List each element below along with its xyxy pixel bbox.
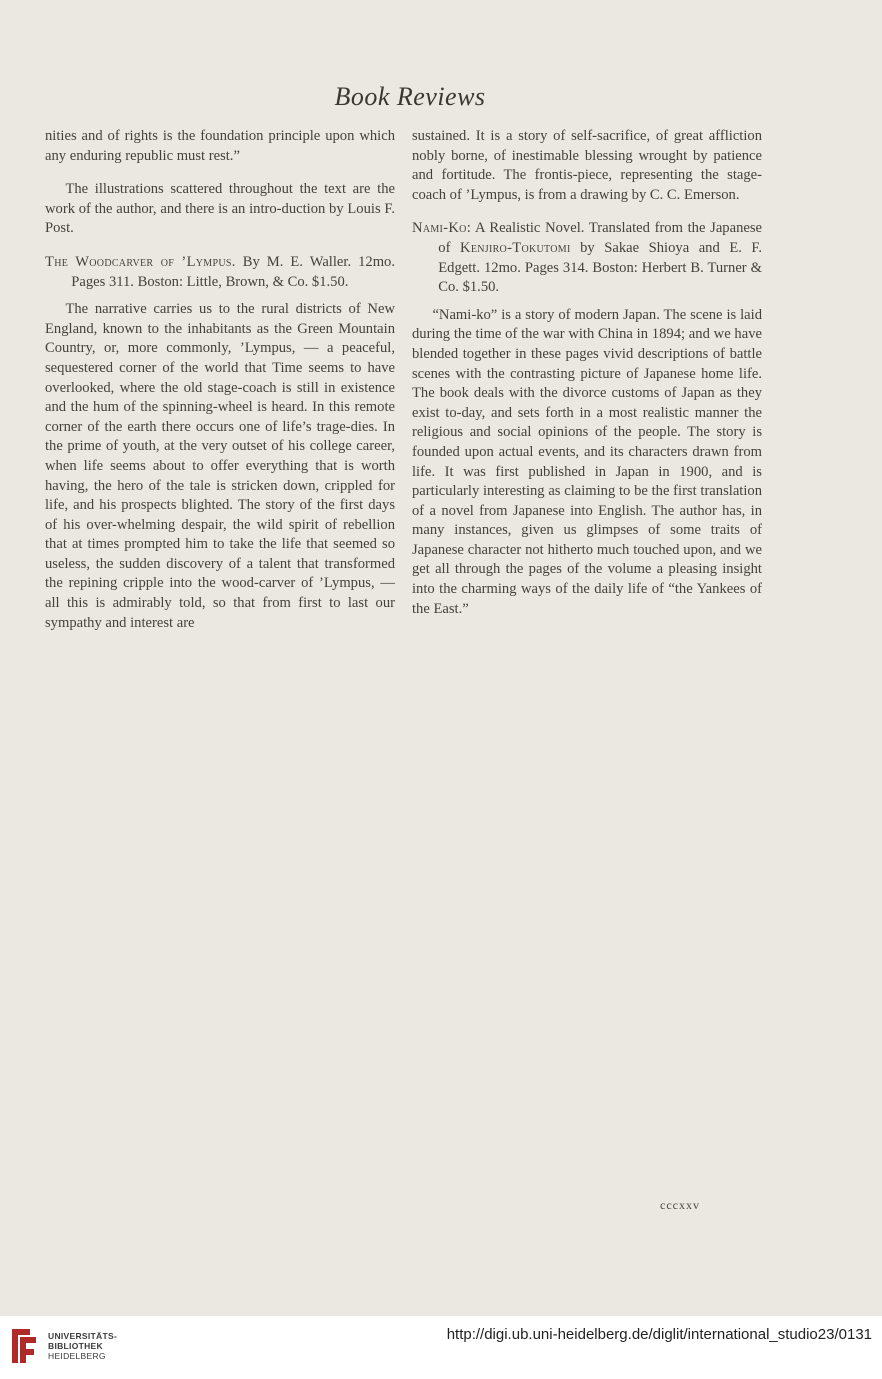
library-name: UNIVERSITÄTS- BIBLIOTHEK HEIDELBERG — [48, 1331, 118, 1361]
page-title: Book Reviews — [334, 82, 486, 111]
book-details: by Sakae Shioya and E. F. Edgett. 12mo. Pages 314. Boston: Herbert B. Turner & Co. $1.50. — [438, 239, 763, 296]
paragraph: The narrative carries us to the rural districts of New England, known to the inhabitants as the Green Mountain Country, or, more commonly, ’Lympus, — a peaceful, sequestered corner of the world that Time seems to have overlooked, where the old stage-coach is still in existence and the hum of the spinning-wheel is heard. In this remote corner of the earth there occurs one of life’s trage-dies. In the prime of youth, at the very outset of his college career, when life seems about to offer everything that is worth having, the hero of the tale is stricken down, crippled for life, and his prospects blighted. The story of the first days of his over-whelming despair, the wild spirit of rebellion that at times prompted him to take the life that seemed so useless, the sudden discovery of a talent that transformed the repining cripple into the wood-carver of ’Lympus, — all this is admirably told, so that from first to last our sympathy and interest are — [45, 301, 395, 631]
source-url[interactable]: http://digi.ub.uni-heidelberg.de/diglit/international_studio23/0131 — [446, 1326, 872, 1343]
book-details: By M. E. Waller. 12mo. Pages 311. Boston: Little, Brown, & Co. $1.50. — [71, 253, 395, 290]
book-author: Kenjiro-Tokutomi — [459, 239, 571, 256]
page-number: cccxxv — [660, 1198, 700, 1212]
footer — [0, 1316, 882, 1379]
book-details: A Realistic Novel. Translated from the Japanese of — [438, 220, 762, 256]
paragraph: The illustrations scattered throughout the text are the work of the author, and there is an intro-duction by Louis F. Post. — [45, 181, 395, 237]
left-column — [45, 127, 395, 647]
library-logo-icon — [8, 1325, 40, 1367]
book-title: Nami-Ko: — [412, 220, 472, 237]
book-entry-heading — [45, 253, 395, 292]
book-entry-heading — [412, 219, 762, 297]
paragraph: sustained. It is a story of self-sacrifice, of great affliction nobly borne, of inestimable blessing wrought by patience and fortitude. The frontis-piece, representing the stage-coach of ’Lympus, is from a drawing by C. C. Emerson. — [412, 128, 762, 203]
paragraph: nities and of rights is the foundation principle upon which any enduring republic must rest.” — [45, 128, 395, 164]
book-title: The Woodcarver of ’Lympus. — [45, 253, 236, 270]
right-column — [412, 127, 762, 633]
paragraph: “Nami-ko” is a story of modern Japan. The scene is laid during the time of the war with China in 1894; and we have blended together in these pages vivid descriptions of battle scenes with the contrasting picture of Japanese home life. The book deals with the divorce customs of Japan as they exist to-day, and sets forth in a most realistic manner the religious and social opinions of the people. The story is founded upon actual events, and its characters drawn from life. It was first published in Japan in 1900, and is particularly interesting as claiming to be the first translation of a novel from Japanese into English. The author has, in many instances, given us glimpses of some traits of Japanese character not hitherto much touched upon, and we get all through the pages of the volume a pleasing insight into the charming ways of the daily life of “the Yankees of the East.” — [412, 306, 762, 617]
